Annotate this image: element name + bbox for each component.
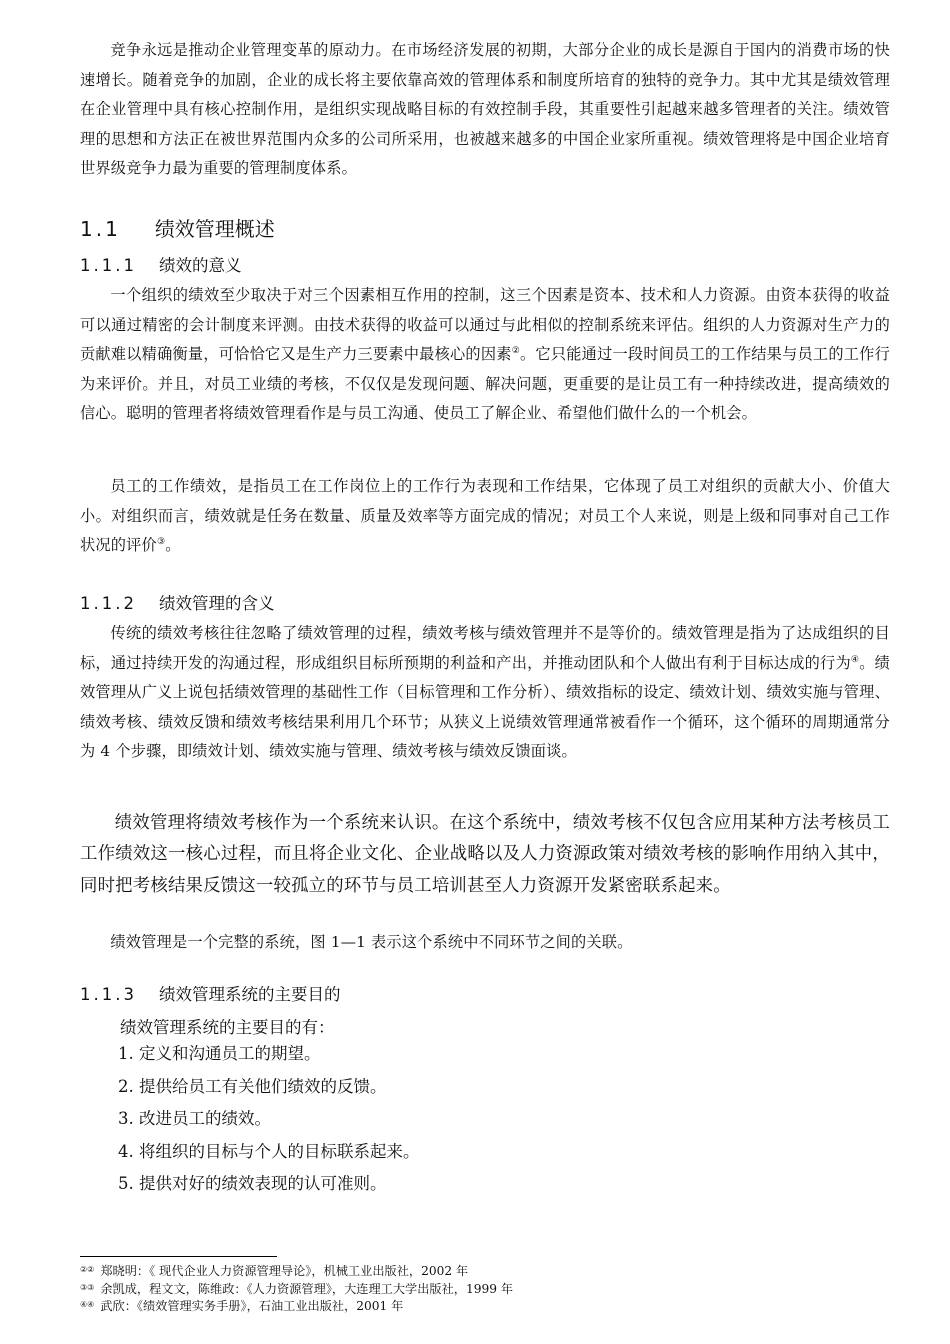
section-title: 绩效管理的含义 — [158, 594, 275, 613]
paragraph-text: 。 — [165, 536, 181, 555]
section-heading-1-1 — [80, 213, 275, 242]
paragraph-performance-management-definition — [80, 619, 890, 767]
section-heading-1-1-2 — [80, 590, 274, 614]
list-item: 5. 提供对好的绩效表现的认可准则。 — [118, 1174, 387, 1193]
footnote-item — [80, 1280, 513, 1298]
section-number: 1.1.1 — [80, 256, 137, 275]
paragraph-employee-performance — [80, 472, 890, 561]
footnote-text: 余凯成，程文文，陈维政：《人力资源管理》，大连理工大学出版社，1999 年 — [100, 1281, 514, 1296]
paragraph-performance-meaning — [80, 281, 890, 429]
list-item: 3. 改进员工的绩效。 — [118, 1109, 271, 1128]
purpose-list-intro: 绩效管理系统的主要目的有： — [120, 1018, 335, 1037]
section-heading-1-1-3 — [80, 981, 340, 1005]
section-title: 绩效管理概述 — [154, 217, 275, 241]
section-title: 绩效的意义 — [158, 256, 242, 275]
footnote-marker: ③③ — [80, 1282, 95, 1292]
footnote-marker: ④④ — [80, 1300, 95, 1309]
footnote-divider — [80, 1256, 277, 1257]
section-number: 1.1.2 — [80, 594, 137, 613]
section-number: 1.1 — [80, 217, 121, 241]
footnote-text: 郑晓明：《 现代企业人力资源管理导论》，机械工业出版社，2002 年 — [100, 1264, 469, 1278]
paragraph-text: 。绩效管理从广义上说包括绩效管理的基础性工作（目标管理和工作分析）、绩效指标的设定、绩效计划、绩效实施与管理、绩效考核、绩效反馈和绩效考核结果利用几个环节；从狭义上说绩效管理通常被看作一个循环，这个循环的周期通常分为 4 个步骤，即绩效计划、绩效实施与管理、绩效考核与绩效反馈面谈。 — [80, 653, 891, 761]
paragraph-text: 。它只能通过一段时间员工的工作结果与员工的工作行为来评价。并且，对员工业绩的考核，不仅仅是发现问题、解决问题，更重要的是让员工有一种持续改进，提高绩效的信心。聪明的管理者将绩效管理看作是与员工沟通、使员工了解企业、希望他们做什么的一个机会。 — [80, 345, 890, 423]
footnote-item — [80, 1262, 513, 1280]
paragraph-text: 一个组织的绩效至少取决于对三个因素相互作用的控制，这三个因素是资本、技术和人力资源。由资本获得的收益可以通过精密的会计制度来评测。由技术获得的收益可以通过与此相似的控制系统来评估。组织的人力资源对生产力的贡献难以精确衡量，可恰恰它又是生产力三要素中最核心的因素 — [80, 286, 890, 364]
footnotes — [80, 1262, 513, 1315]
list-item: 4. 将组织的目标与个人的目标联系起来。 — [118, 1141, 420, 1161]
purpose-list — [118, 1038, 420, 1201]
paragraph-text: 员工的工作绩效，是指员工在工作岗位上的工作行为表现和工作结果，它体现了员工对组织的贡献大小、价值大小。对组织而言，绩效就是任务在数量、质量及效率等方面完成的情况；对员工个人来说，则是上级和同事对自己工作状况的评价 — [80, 477, 890, 555]
list-item: 2. 提供给员工有关他们绩效的反馈。 — [118, 1076, 387, 1096]
footnote-marker: ②② — [80, 1265, 95, 1274]
footnote-item — [80, 1297, 513, 1315]
footnote-text: 武欣：《绩效管理实务手册》，石油工业出版社，2001 年 — [100, 1299, 404, 1313]
section-title: 绩效管理系统的主要目的 — [158, 985, 341, 1004]
list-item: 1. 定义和沟通员工的期望。 — [118, 1044, 321, 1063]
footnote-ref[interactable]: ③ — [156, 537, 166, 548]
paragraph-text: 传统的绩效考核往往忽略了绩效管理的过程，绩效考核与绩效管理并不是等价的。绩效管理是指为了达成组织的目标，通过持续开发的沟通过程，形成组织目标所预期的利益和产出，并推动团队和个人做出有利于目标达成的行为 — [80, 624, 890, 672]
footnote-ref[interactable]: ④ — [850, 654, 860, 665]
paragraph-figure-reference: 绩效管理是一个完整的系统，图 1—1 表示这个系统中不同环节之间的关联。 — [110, 933, 633, 951]
intro-paragraph: 竞争永远是推动企业管理变革的原动力。在市场经济发展的初期，大部分企业的成长是源自于国内的消费市场的快速增长。随着竞争的加剧，企业的成长将主要依靠高效的管理体系和制度所培育的独特的竞争力。其中尤其是绩效管理在企业管理中具有核心控制作用，是组织实现战略目标的有效控制手段，其重要性引起越来越多管理者的关注。绩效管理的思想和方法正在被世界范围内众多的公司所采用，也被越来越多的中国企业家所重视。绩效管理将是中国企业培育世界级竞争力最为重要的管理制度体系。 — [80, 41, 890, 178]
paragraph-system-view: 绩效管理将绩效考核作为一个系统来认识。在这个系统中，绩效考核不仅包含应用某种方法考核员工工作绩效这一核心过程，而且将企业文化、企业战略以及人力资源政策对绩效考核的影响作用纳入其中，同时把考核结果反馈这一较孤立的环节与员工培训甚至人力资源开发紧密联系起来。 — [80, 813, 890, 896]
footnote-ref[interactable]: ② — [511, 346, 520, 357]
section-heading-1-1-1 — [80, 252, 241, 276]
section-number: 1.1.3 — [80, 985, 137, 1004]
